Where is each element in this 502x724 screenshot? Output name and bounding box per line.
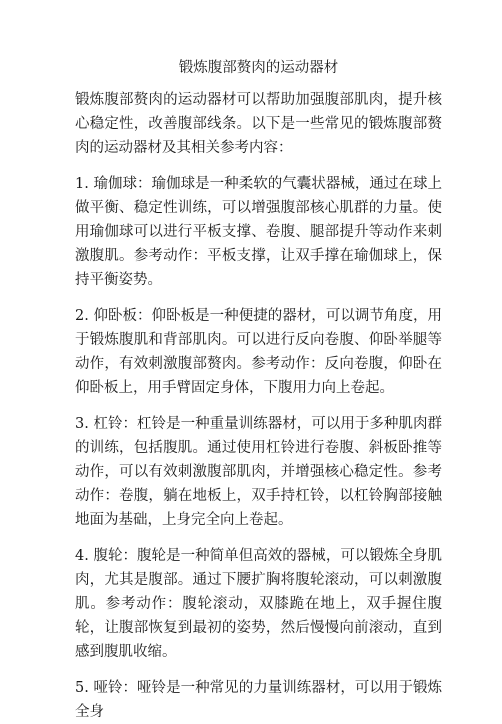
document-title: 锻炼腹部赘肉的运动器材 (178, 60, 339, 76)
list-item-sit-up-board: 2. 仰卧板：仰卧板是一种便捷的器材，可以调节角度，用于锻炼腹肌和背部肌肉。可以进行反向卷腹、仰卧举腿等动作，有效刺激腹部赘肉。参考动作：反向卷腹，仰卧在仰卧板上，用手臂固定身体，下腹用力向上卷起。 (75, 308, 442, 396)
list-item-barbell: 3. 杠铃：杠铃是一种重量训练器材，可以用于多种肌肉群的训练，包括腹肌。通过使用杠铃进行卷腹、斜板卧推等动作，可以有效刺激腹部肌肉，并增强核心稳定性。参考动作：卷腹，躺在地板上，双手持杠铃，以杠铃胸部接触地面为基础，上身完全向上卷起。 (75, 416, 442, 528)
list-item-yoga-ball: 1. 瑜伽球：瑜伽球是一种柔软的气囊状器械，通过在球上做平衡、稳定性训练，可以增强腹部核心肌群的力量。使用瑜伽球可以进行平板支撑、卷腹、腿部提升等动作来刺激腹肌。参考动作：平板支撑，让双手撑在瑜伽球上，保持平衡姿势。 (75, 176, 442, 288)
list-item-ab-wheel: 4. 腹轮：腹轮是一种简单但高效的器械，可以锻炼全身肌肉，尤其是腹部。通过下腰扩胸将腹轮滚动，可以刺激腹肌。参考动作：腹轮滚动，双膝跪在地上，双手握住腹轮，让腹部恢复到最初的姿势，然后慢慢向前滚动，直到感到腹肌收缩。 (75, 548, 442, 660)
intro-paragraph: 锻炼腹部赘肉的运动器材可以帮助加强腹部肌肉，提升核心稳定性，改善腹部线条。以下是一些常见的锻炼腹部赘肉的运动器材及其相关参考内容： (75, 92, 442, 156)
list-item-dumbbell: 5. 哑铃：哑铃是一种常见的力量训练器材，可以用于锻炼全身 (75, 680, 442, 720)
